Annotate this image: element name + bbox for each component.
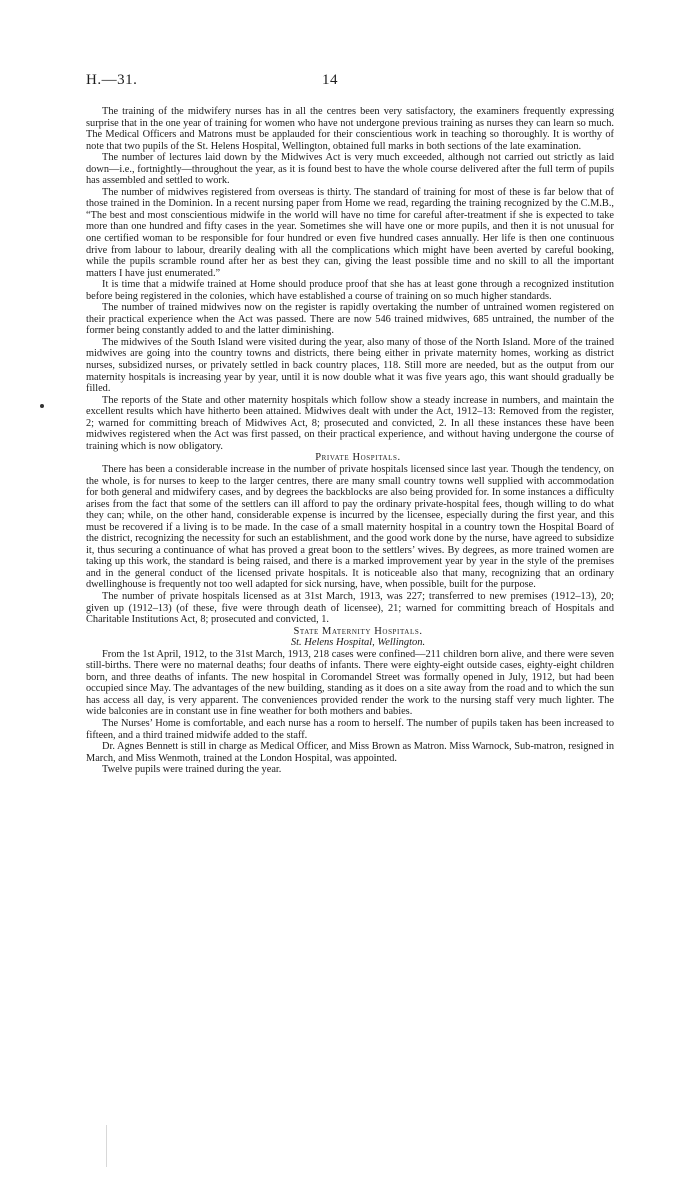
paragraph: The reports of the State and other maternity hospitals which follow show a steady increase in numbers, and maintain the excellent results which have hitherto been attained. Midwives dealt with under the Act, 1912–13: Removed from the register, 2; warned for committing breach of Midwives Act, 8; prosecuted and convicted, 2. In all these instances these have been midwives registered when the Act was first passed, on their practical experience, and without having undergone the course of training which is now obligatory. xyxy=(86,394,614,452)
subheading-st-helens: St. Helens Hospital, Wellington. xyxy=(290,637,426,649)
margin-mark xyxy=(40,404,44,408)
paragraph: The number of private hospitals licensed as at 31st March, 1913, was 227; transferred to new premises (1912–13), 20; given up (1912–13) (of these, five were through death of licensee), 21; warned for committing breach of Hospitals and Charitable Institutions Act, 8; prosecuted and convicted, 1. xyxy=(86,590,614,626)
paragraph: The number of lectures laid down by the Midwives Act is very much exceeded, although not carried out strictly as laid down—i.e., fortnightly—throughout the year, as it is found best to have the whole course delivered after the full term of pupils has assembled and settled to work. xyxy=(86,152,614,187)
page-body xyxy=(86,106,614,776)
section-heading-state-maternity-hospitals: State Maternity Hospitals. xyxy=(293,625,423,637)
paragraph: It is time that a midwife trained at Home should produce proof that she has at least gone through a recognized institution before being registered in the colonies, which have established a course of training on so much higher standards. xyxy=(86,279,614,302)
paragraph: The Nurses’ Home is comfortable, and each nurse has a room to herself. The number of pupils taken has been increased to fifteen, and a third trained midwife added to the staff. xyxy=(86,717,614,741)
paragraph: Dr. Agnes Bennett is still in charge as Medical Officer, and Miss Brown as Matron. Miss Warnock, Sub-matron, resigned in March, and Miss Wenmoth, trained at the London Hospital, was appointed. xyxy=(86,741,614,764)
document-reference: H.—31. xyxy=(86,72,138,88)
paragraph: The midwives of the South Island were visited during the year, also many of those of the North Island. More of the trained midwives are going into the country towns and districts, there being either in private maternity homes, working as district nurses, subsidized nurses, or privately settled in back country places, 118. Still more are needed, but as the output from our maternity hospitals is increasing year by year, until it is now double what it was five years ago, this want should gradually be filled. xyxy=(86,336,614,395)
paragraph: There has been a considerable increase in the number of private hospitals licensed since last year. Though the tendency, on the whole, is for nurses to keep to the larger centres, there are many small country towns well supplied with accommodation for both general and midwifery cases, and by degrees the backblocks are also being provided for. In some instances a difficulty arises from the fact that some of the settlers can ill afford to pay the ordinary private-hospital fees, though willing to do what they can; while, on the other hand, considerable expense is incurred by the licensee, especially during the first year, and this must be recovered if a living is to be made. In the case of a small maternity hospital in a country town the Hospital Board of the district, recognizing the necessity for such an establishment, and the good work done by the nurse, have agreed to subsidize it, thus securing a continuance of what has proved a great boon to the settlers’ wives. By degrees, as more trained women are taking up this work, the standard is being raised, and there is a marked improvement year by year in the style of the premises and in the general conduct of the licensed private hospitals. It is noticeable also that many, recognizing that an ordinary dwellinghouse is frequently not too well adapted for sick nursing, have, when possible, built for the purpose. xyxy=(86,463,614,591)
paragraph: The number of midwives registered from overseas is thirty. The standard of training for most of these is far below that of those trained in the Dominion. In a recent nursing paper from Home we read, regarding the training recognized by the C.M.B., “The best and most conscientious midwife in the world will have no time for careful after-treatment if she is expected to take more than one hundred and fifty cases in the year. Sometimes she will have one or more pupils, and then it is not unusual for one certified woman to be responsible for four hundred or even five hundred cases annually. Her life is then one continuous drive from labour to labour, drearily dealing with all the complications which might have been averted by careful booking, while the pupils scramble round after her as best they can, giving the least possible time and no skill to all the important matters I have just enumerated.” xyxy=(86,186,614,279)
page-header xyxy=(86,72,614,92)
section-heading-private-hospitals: Private Hospitals. xyxy=(315,452,401,464)
paragraph: The number of trained midwives now on the register is rapidly overtaking the number of untrained women registered on their practical experience when the Act was passed. There are now 546 trained midwives, 685 untrained, the number of the former being constantly added to and the latter diminishing. xyxy=(86,302,614,337)
scan-artifact xyxy=(106,1125,107,1167)
paragraph: Twelve pupils were trained during the year. xyxy=(102,764,282,776)
paragraph: The training of the midwifery nurses has in all the centres been very satisfactory, the examiners frequently expressing surprise that in the one year of training for women who have not undergone previous training as nurses they can learn so much. The Medical Officers and Matrons must be applauded for their conscientious work in teaching so thoroughly. It is worthy of note that two pupils of the St. Helens Hospital, Wellington, obtained full marks in both sections of the late examination. xyxy=(86,106,614,152)
page-number: 14 xyxy=(322,72,338,88)
paragraph: From the 1st April, 1912, to the 31st March, 1913, 218 cases were confined—211 children born alive, and there were seven still-births. There were no maternal deaths; four deaths of infants. There were eighty-eight outside cases, eighty-eight children born, and three deaths of infants. The new hospital in Coromandel Street was formally opened in July, 1912, but had been occupied since May. The advantages of the new building, standing as it does on a site away from the road and to which the sun has access all day, is very apparent. The conveniences provided render the work to the nursing staff very much lighter. The wide balconies are in constant use in fine weather for both mothers and babies. xyxy=(86,648,614,718)
